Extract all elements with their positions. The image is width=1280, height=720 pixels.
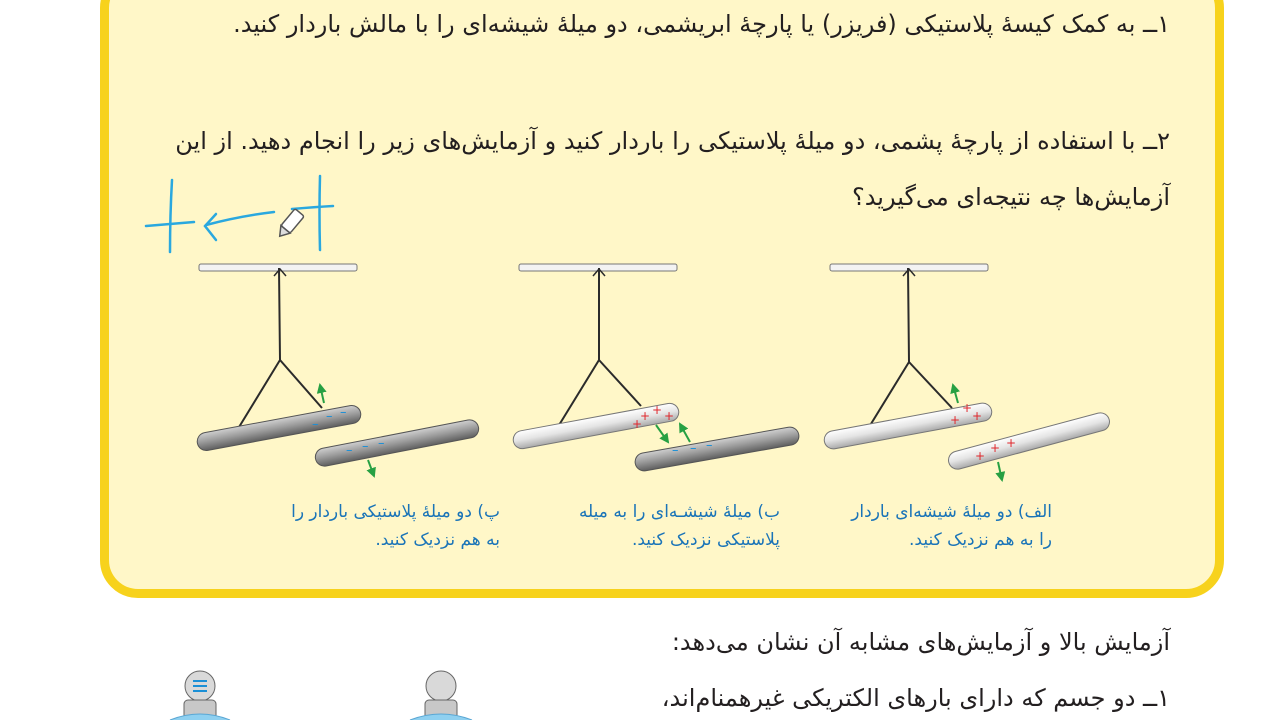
charge-sign: + <box>632 417 643 431</box>
caption-experiment-b <box>579 498 780 554</box>
charge-sign: + <box>975 449 986 463</box>
pencil-cursor-icon <box>275 209 304 240</box>
charge-sign: – <box>312 417 319 432</box>
experiment-p <box>196 264 480 476</box>
repel-arrow <box>953 385 958 403</box>
charge-sign: + <box>962 401 973 415</box>
charge-sign: – <box>690 441 697 456</box>
caption-line: را به هم نزدیک کنید. <box>909 530 1052 550</box>
activity-step-1: ۱ــ به کمک کیسهٔ پلاستیکی (فریزر) یا پارچهٔ ابریشمی، دو میلهٔ شیشه‌ای را با مالش باردار کنید. <box>233 10 1170 38</box>
charge-sign: + <box>652 403 663 417</box>
charge-sign: – <box>326 409 333 424</box>
suspension-thread <box>236 268 322 432</box>
charge-sign: – <box>378 436 385 451</box>
charge-sign: – <box>362 439 369 454</box>
attract-arrow <box>656 425 668 442</box>
experiment-a <box>823 264 1112 480</box>
caption-line: الف) دو میلهٔ شیشه‌ای باردار <box>851 502 1052 522</box>
support-bar <box>199 264 357 271</box>
caption-line: ب) میلهٔ شیشـه‌ای را به میله <box>578 502 780 522</box>
handwritten-annotation <box>146 176 333 252</box>
repel-arrow <box>320 385 324 403</box>
hanging-plastic-rod <box>196 404 363 452</box>
repel-arrow <box>368 460 374 476</box>
charge-sign: + <box>664 409 675 423</box>
charge-sign: – <box>340 405 347 420</box>
caption-line: پلاستیکی نزدیک کنید. <box>631 530 780 550</box>
repel-arrow <box>998 462 1002 480</box>
electroscope-right <box>410 671 472 720</box>
suspension-thread <box>866 268 952 432</box>
caption-experiment-a <box>851 498 1052 554</box>
charge-sign: + <box>950 413 961 427</box>
held-plastic-rod <box>634 426 801 473</box>
charge-sign: – <box>672 443 679 458</box>
charge-sign: + <box>972 409 983 423</box>
activity-step-2: ۲ــ با استفاده از پارچهٔ پشمی، دو میلهٔ پلاستیکی را باردار کنید و آزمایش‌های زیر را انجام دهید. از این آزمایش‌ها چه نتیجه‌ای می‌گیرید؟ <box>175 127 1170 211</box>
suspension-thread <box>556 268 641 430</box>
conclusion-intro: آزمایش بالا و آزمایش‌های مشابه آن نشان می‌دهد: <box>671 628 1170 656</box>
electroscope-left <box>170 671 230 720</box>
conclusion-item-1: ۱ــ دو جسم که دارای بارهای الکتریکی غیرهمنام‌اند، <box>661 684 1170 712</box>
attract-arrow <box>680 424 690 442</box>
charge-sign: – <box>346 443 353 458</box>
charge-sign: + <box>990 441 1001 455</box>
caption-experiment-p <box>291 498 500 554</box>
charge-sign: – <box>706 438 713 453</box>
experiment-b <box>512 264 801 472</box>
caption-line: به هم نزدیک کنید. <box>375 530 500 550</box>
caption-line: پ) دو میلهٔ پلاستیکی باردار را <box>291 502 500 522</box>
charge-sign: + <box>1006 436 1017 450</box>
charge-sign: + <box>640 409 651 423</box>
